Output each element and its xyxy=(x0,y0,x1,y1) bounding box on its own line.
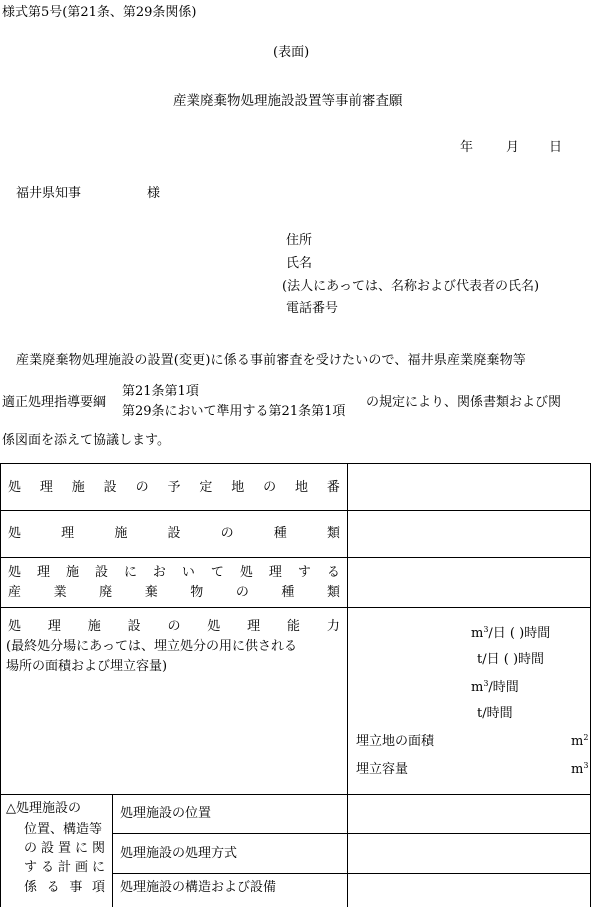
label-char: 棄 xyxy=(144,585,158,600)
capacity-t-per-hour: t/時間 xyxy=(477,706,513,721)
label-char: 番 xyxy=(326,480,340,495)
label-char: す xyxy=(24,860,38,875)
row-facility-type-label xyxy=(8,527,340,540)
label-char: 処 xyxy=(8,480,22,495)
plan-label-line-2: 位置、構造等 xyxy=(24,822,103,837)
landfill-area-label: 埋立地の面積 xyxy=(356,734,435,749)
label-char: に xyxy=(91,860,105,875)
landfill-area-unit: $m^2$ xyxy=(571,733,589,749)
label-char: 種 xyxy=(281,585,295,600)
label-char: 処 xyxy=(8,619,22,634)
name-label: 氏名 xyxy=(286,256,313,271)
label-char: 設 xyxy=(40,841,54,856)
label-char: す xyxy=(297,565,311,580)
landfill-volume-label: 埋立容量 xyxy=(356,762,409,777)
label-char: 処 xyxy=(8,526,22,541)
plan-label-line-5 xyxy=(24,881,105,894)
label-char: 設 xyxy=(127,619,141,634)
label-char: 施 xyxy=(65,565,79,580)
label-char: に xyxy=(74,841,88,856)
capacity-t-per-day: t/日 ( )時間 xyxy=(477,652,545,667)
label-char: 理 xyxy=(247,619,261,634)
label-char: の xyxy=(235,585,249,600)
body-line-2-suffix: の規定により、関係書類および関 xyxy=(366,395,562,410)
label-char: 関 xyxy=(91,841,105,856)
row-capacity-label-c: 場所の面積および埋立容量) xyxy=(6,659,168,674)
label-char: 類 xyxy=(326,585,340,600)
label-char: 能 xyxy=(287,619,301,634)
label-char: 産 xyxy=(8,585,22,600)
label-char: 項 xyxy=(91,880,105,895)
label-char: 理 xyxy=(268,565,282,580)
row-capacity-label-b: (最終処分場にあっては、埋立処分の用に供される xyxy=(6,639,297,654)
label-char: 理 xyxy=(47,619,61,634)
addressee: 福井県知事 xyxy=(16,186,82,201)
row-lot-number-label xyxy=(8,481,340,494)
row-waste-type-label-b xyxy=(8,586,340,599)
label-char: 理 xyxy=(39,480,53,495)
landfill-volume-unit: $m^3$ xyxy=(571,761,589,777)
label-char: お xyxy=(152,565,166,580)
plan-label-line-1: △処理施設の xyxy=(6,801,81,816)
label-char: 種 xyxy=(273,526,287,541)
label-char: 計 xyxy=(57,860,71,875)
honorific: 様 xyxy=(147,186,161,201)
label-char: 地 xyxy=(231,480,245,495)
plan-row-method: 処理施設の処理方式 xyxy=(120,846,238,861)
label-char: の xyxy=(263,480,277,495)
label-char: 施 xyxy=(114,526,128,541)
date-month: 月 xyxy=(506,140,520,155)
label-char: 廃 xyxy=(99,585,113,600)
label-char: 業 xyxy=(53,585,67,600)
label-char: 理 xyxy=(61,526,75,541)
label-char: 物 xyxy=(190,585,204,600)
row-waste-type-label-a xyxy=(8,566,340,579)
label-char: る xyxy=(326,565,340,580)
plan-row-structure: 処理施設の構造および設備 xyxy=(120,880,277,895)
label-char: 力 xyxy=(326,619,340,634)
phone-label: 電話番号 xyxy=(286,301,339,316)
label-char: 処 xyxy=(239,565,253,580)
label-char: の xyxy=(167,619,181,634)
label-char: る xyxy=(46,880,60,895)
label-char: 処 xyxy=(8,565,22,580)
body-line-1: 産業廃棄物処理施設の設置(変更)に係る事前審査を受けたいので、福井県産業廃棄物等 xyxy=(16,353,526,368)
label-char: 設 xyxy=(167,526,181,541)
label-char: 画 xyxy=(74,860,88,875)
capacity-m3-per-day: $m^3/$日 ( )時間 xyxy=(471,625,551,641)
row-capacity-label-a xyxy=(8,620,340,633)
plan-row-location: 処理施設の位置 xyxy=(120,806,212,821)
label-char: 係 xyxy=(24,880,38,895)
label-char: 理 xyxy=(36,565,50,580)
label-char: 類 xyxy=(326,526,340,541)
date-day: 日 xyxy=(549,140,563,155)
label-char: 定 xyxy=(199,480,213,495)
label-char: 地 xyxy=(295,480,309,495)
label-char: 予 xyxy=(167,480,181,495)
label-char: の xyxy=(24,841,38,856)
corporation-note: (法人にあっては、名称および代表者の氏名) xyxy=(282,279,540,294)
label-char: る xyxy=(40,860,54,875)
document-title: 産業廃棄物処理施設設置等事前審査願 xyxy=(173,93,403,109)
label-char: の xyxy=(220,526,234,541)
plan-label-line-3 xyxy=(24,842,105,855)
capacity-m3-per-hour: $m^3/$時間 xyxy=(471,679,519,695)
address-label: 住所 xyxy=(286,233,313,248)
body-line-3: 係図面を添えて協議します。 xyxy=(2,433,170,448)
body-line-2-prefix: 適正処理指導要綱 xyxy=(2,395,107,410)
date-year: 年 xyxy=(460,140,474,155)
label-char: て xyxy=(210,565,224,580)
clause-21: 第21条第1項 xyxy=(122,384,199,399)
plan-label-line-4 xyxy=(24,861,105,874)
label-char: 置 xyxy=(57,841,71,856)
label-char: に xyxy=(123,565,137,580)
label-char: の xyxy=(135,480,149,495)
form-number: 様式第5号(第21条、第29条関係) xyxy=(2,5,197,20)
label-char: 設 xyxy=(103,480,117,495)
side-label: (表面) xyxy=(273,45,310,60)
label-char: 処 xyxy=(207,619,221,634)
label-char: 設 xyxy=(94,565,108,580)
label-char: 施 xyxy=(87,619,101,634)
clause-29: 第29条において準用する第21条第1項 xyxy=(122,404,346,419)
label-char: 施 xyxy=(71,480,85,495)
label-char: 事 xyxy=(69,880,83,895)
label-char: い xyxy=(181,565,195,580)
